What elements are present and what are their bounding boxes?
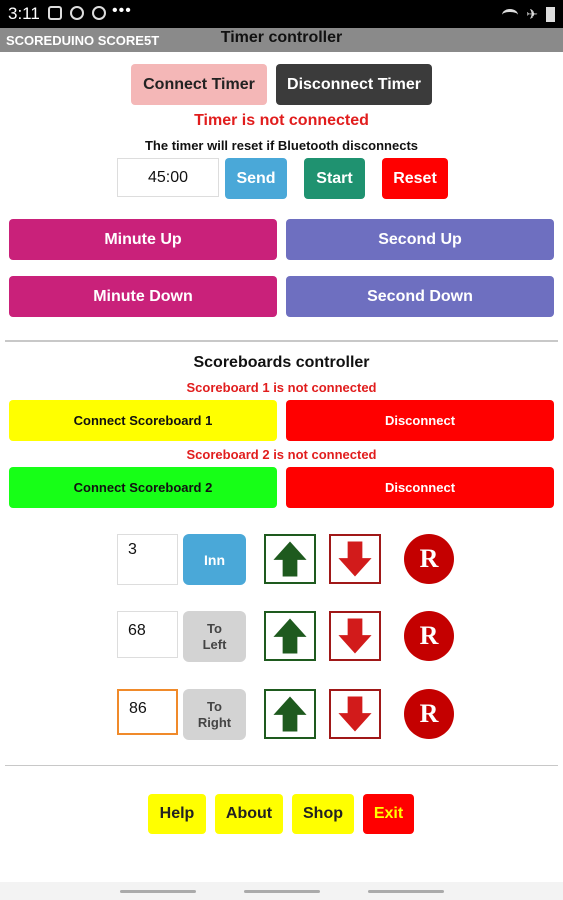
navigation-bar	[0, 882, 563, 900]
disconnect-timer-button[interactable]: Disconnect Timer	[276, 64, 432, 105]
down-arrow-icon	[331, 613, 379, 659]
time-input[interactable]: 45:00	[117, 158, 219, 197]
connect-timer-button[interactable]: Connect Timer	[131, 64, 267, 105]
status-time: 3:11	[8, 4, 40, 23]
about-button[interactable]: About	[215, 794, 283, 834]
airplane-icon: ✈	[526, 6, 538, 22]
notification-icons	[48, 6, 106, 20]
timer-reset-note: The timer will reset if Bluetooth disconnects	[144, 138, 419, 153]
help-button[interactable]: Help	[148, 794, 206, 834]
app-title: SCOREDUINO SCORE5T	[6, 33, 160, 48]
nav-home-handle[interactable]	[244, 890, 320, 893]
up-arrow-icon	[266, 536, 314, 582]
battery-icon	[546, 7, 555, 22]
shop-button[interactable]: Shop	[292, 794, 354, 834]
image-notification-icon	[48, 6, 62, 20]
down-arrow-icon	[331, 536, 379, 582]
connect-scoreboard1-button[interactable]: Connect Scoreboard 1	[9, 400, 277, 441]
left-score-down-button[interactable]	[329, 611, 381, 661]
status-bar	[0, 0, 563, 28]
left-score-input[interactable]: 68	[117, 611, 178, 658]
right-score-up-button[interactable]	[264, 689, 316, 739]
timer-heading-text: Timer controller	[220, 29, 343, 46]
footer-divider	[5, 765, 558, 766]
minute-up-button[interactable]: Minute Up	[9, 219, 277, 260]
exit-button[interactable]: Exit	[363, 794, 414, 834]
second-up-button[interactable]: Second Up	[286, 219, 554, 260]
scoreboard1-status: Scoreboard 1 is not connected	[186, 380, 377, 395]
nav-recents-handle[interactable]	[368, 890, 444, 893]
inning-button[interactable]: Inn	[183, 534, 246, 585]
right-score-reset-button[interactable]: R	[404, 689, 454, 739]
to-right-button[interactable]: To Right	[183, 689, 246, 740]
start-button[interactable]: Start	[304, 158, 365, 199]
left-score-reset-button[interactable]: R	[404, 611, 454, 661]
timer-section-heading	[0, 29, 563, 52]
scoreboards-heading: Scoreboards controller	[193, 354, 370, 371]
reset-button[interactable]: Reset	[382, 158, 448, 199]
inning-down-button[interactable]	[329, 534, 381, 584]
minute-down-button[interactable]: Minute Down	[9, 276, 277, 317]
app-notification-icon-2	[92, 6, 106, 20]
up-arrow-icon	[266, 613, 314, 659]
app-notification-icon	[70, 6, 84, 20]
to-left-button[interactable]: To Left	[183, 611, 246, 662]
more-notifications-icon: •••	[112, 2, 132, 19]
section-divider	[5, 340, 558, 342]
left-score-up-button[interactable]	[264, 611, 316, 661]
right-score-down-button[interactable]	[329, 689, 381, 739]
inning-reset-button[interactable]: R	[404, 534, 454, 584]
connect-scoreboard2-button[interactable]: Connect Scoreboard 2	[9, 467, 277, 508]
wifi-icon	[502, 9, 518, 21]
inning-input[interactable]: 3	[117, 534, 178, 585]
second-down-button[interactable]: Second Down	[286, 276, 554, 317]
right-score-input[interactable]: 86	[117, 689, 178, 735]
inning-up-button[interactable]	[264, 534, 316, 584]
send-button[interactable]: Send	[225, 158, 287, 199]
disconnect-scoreboard2-button[interactable]: Disconnect	[286, 467, 554, 508]
timer-status-text: Timer is not connected	[194, 112, 369, 129]
up-arrow-icon	[266, 691, 314, 737]
nav-back-handle[interactable]	[120, 890, 196, 893]
down-arrow-icon	[331, 691, 379, 737]
scoreboard2-status: Scoreboard 2 is not connected	[186, 447, 377, 462]
system-icons	[502, 6, 555, 23]
disconnect-scoreboard1-button[interactable]: Disconnect	[286, 400, 554, 441]
